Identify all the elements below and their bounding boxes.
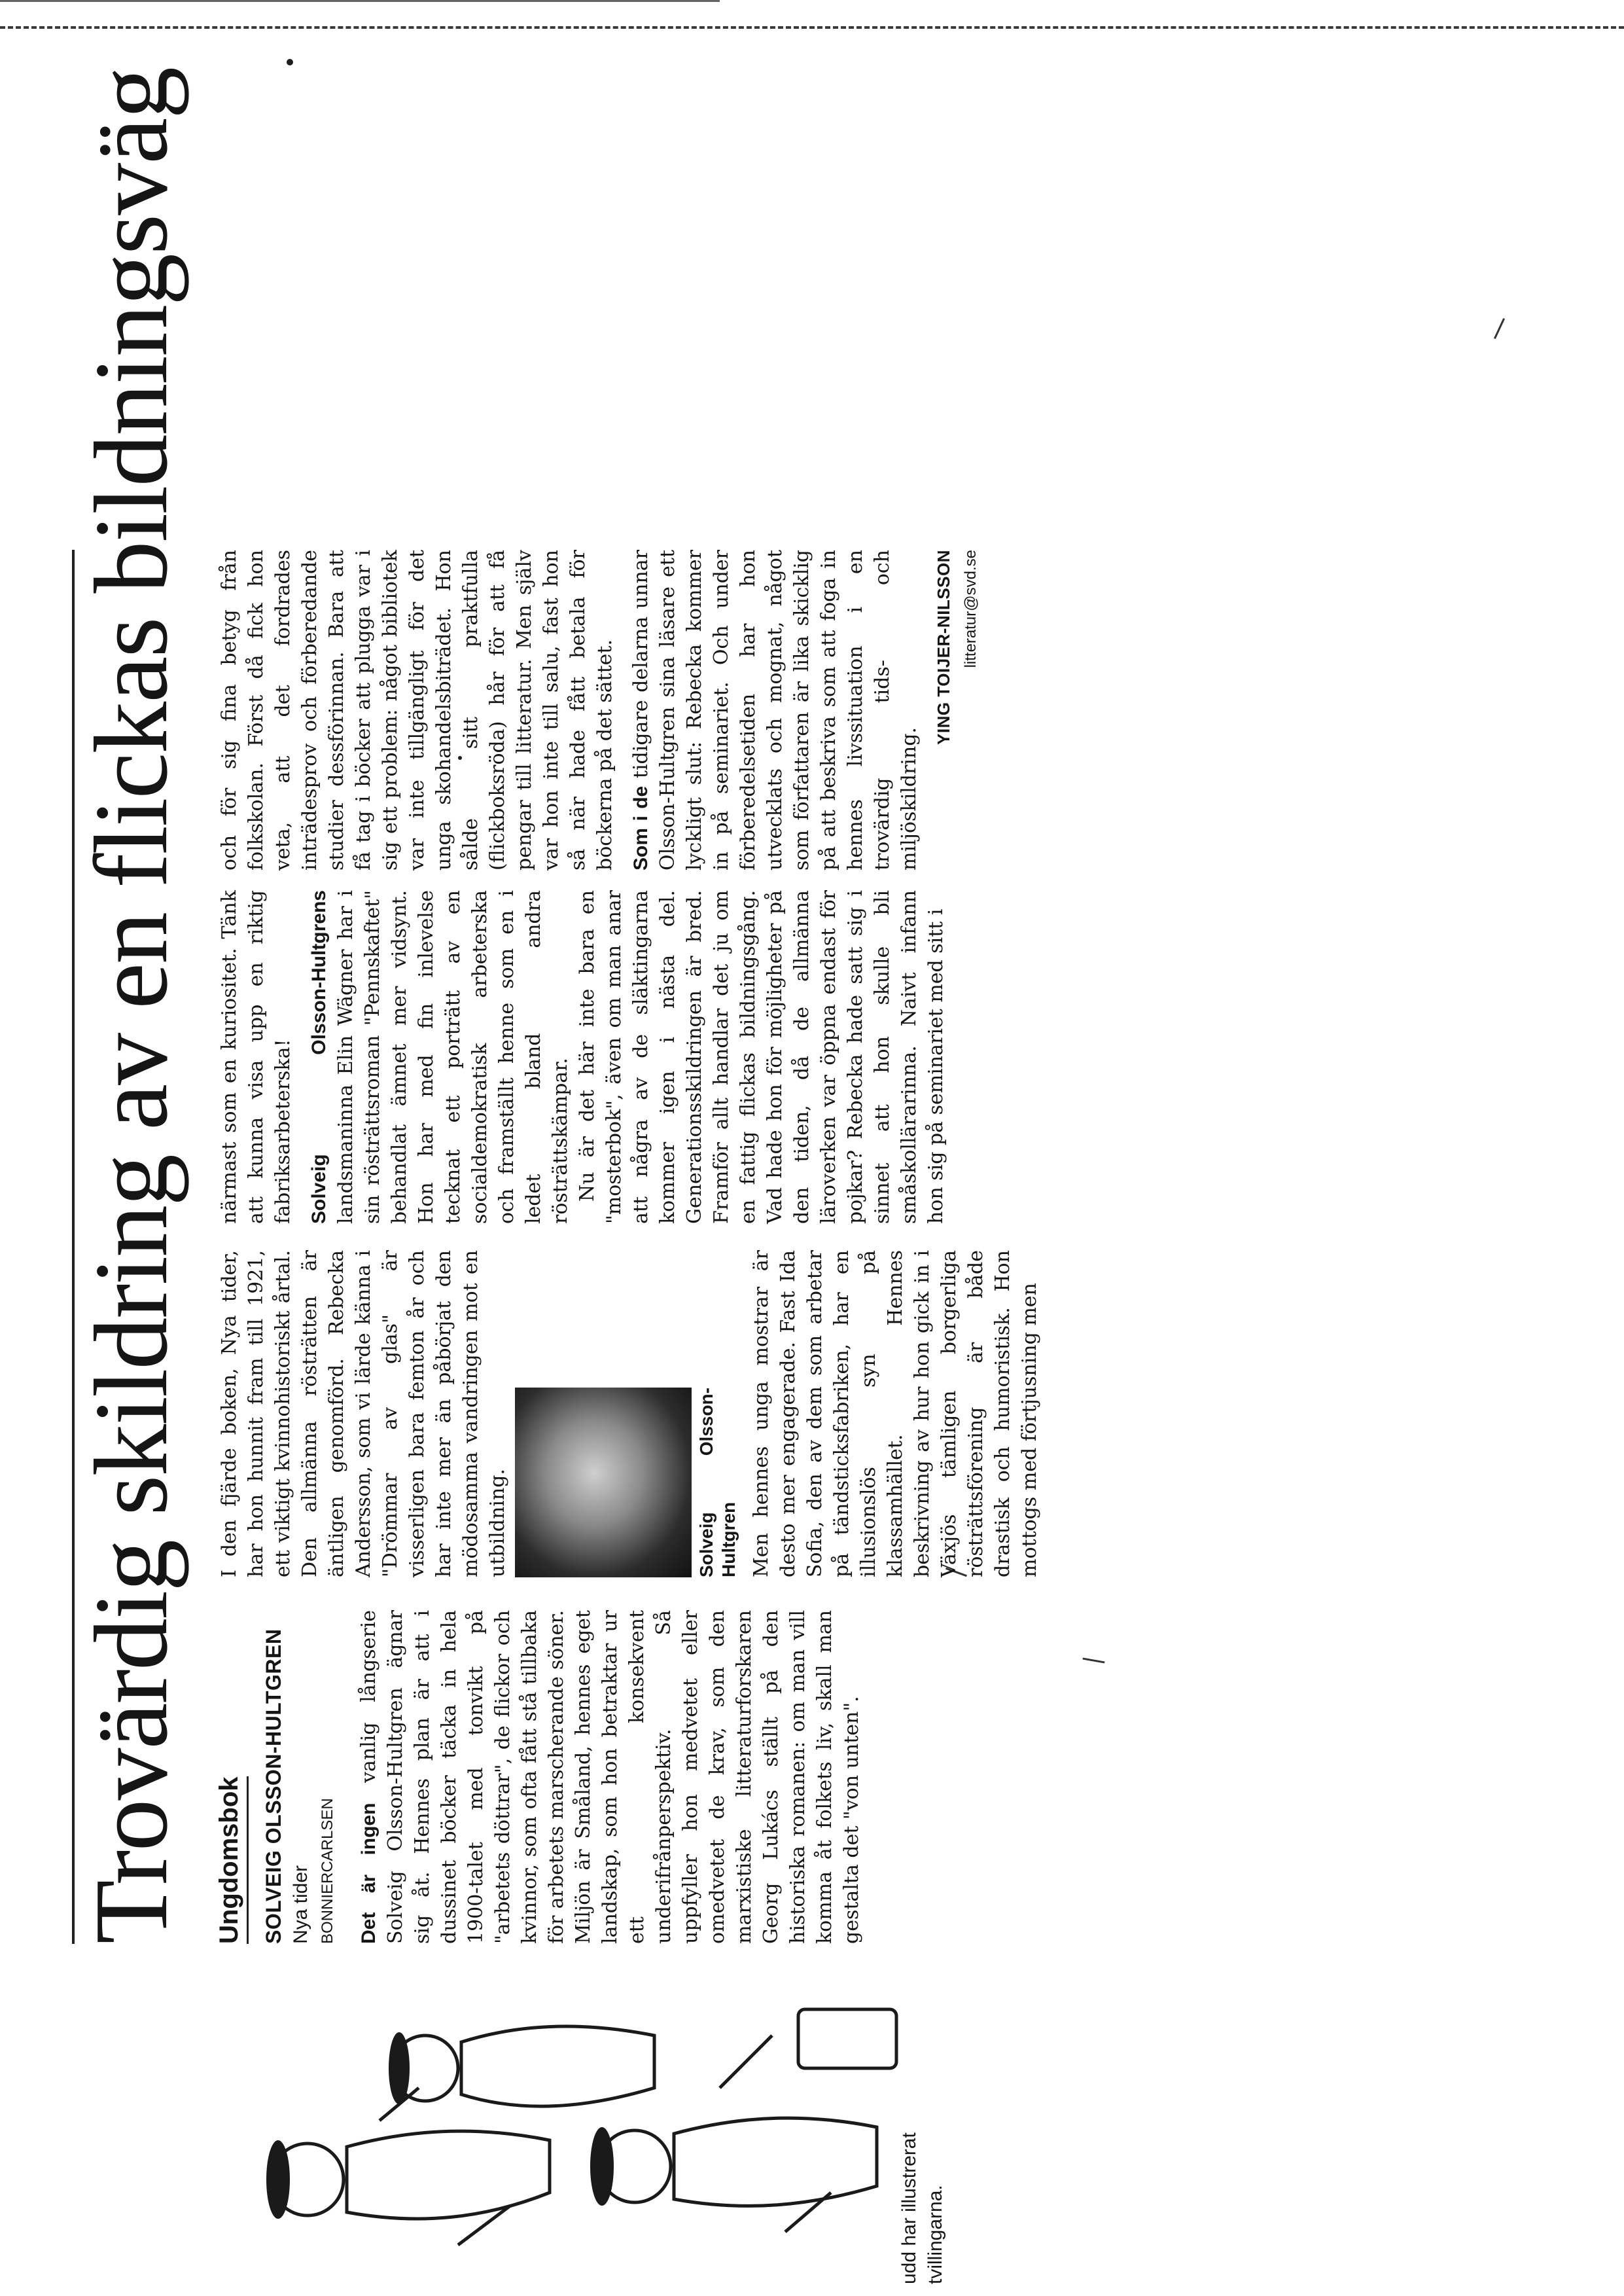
paragraph: och för sig fina betyg från folkskolan. Först då fick hon veta, att det fordrades inträdesprov och förberedande studier dessförinnan. Bara att få tag i böcker att plugga var i sig ett problem: något bibliotek var inte tillgängligt för det unga skohandelsbiträdet. Hon sålde sitt praktfulla (flickboksröda) hår för att få pengar till litteratur. Men själv var hon inte till salu, fast hon så när hade fått betala för böckerna på det sättet.: [218, 550, 616, 870]
paragraph-text: landsmaninna Elin Wägner har i sin rösträttsroman "Pennskaftet" behandlat ämnet mer vidsynt. Hon har med fin inlevelse tecknat ett porträtt av en socialdemokratisk arbeterska och framställt henne som en i ledet bland andra rösträttskämpar.: [334, 890, 572, 1224]
headline: Trovärdig skildring av en flickas bildningsväg: [73, 67, 189, 1944]
paragraph: Men hennes unga mostrar är desto mer engagerade. Fast Ida Sofia, den av dem som arbetar på tändsticksfabriken, har en illusionslös syn på klassamhället. Hennes beskrivning av hur hon gick in i Växjös tämligen borgerliga rösträttsförening är både drastisk och humoristisk. Hon mottogs med förtjusning men: [750, 1250, 1041, 1577]
article-column-2: [216, 1250, 1043, 1577]
author-photo: [515, 1388, 692, 1577]
article-column-1: [216, 1610, 865, 1944]
scan-mark: [1494, 318, 1505, 339]
lead-in: Det är ingen: [358, 1803, 380, 1944]
lead-in: Solveig Olsson-Hultgrens: [308, 890, 330, 1224]
scan-edge-line: [0, 0, 720, 2]
article-column-3: [216, 890, 949, 1224]
paragraph-text: tidigare delarna unnar Olsson-Hultgren sina läsare ett lyckligt slut: Rebecka kommer in på seminariet. Och under förberedelsetiden har hon utvecklats och mognat, något som författaren är lika skicklig på att beskriva som att foga in hennes livssituation i en trovärdig tids- och miljöskildring.: [629, 550, 921, 870]
photo-caption: Solveig Olsson-Hultgren: [696, 1388, 739, 1577]
contact-email: litteratur@svd.se: [962, 550, 980, 668]
paragraph: Nu är det här inte bara en "mosterbok", även om man anar att några av de släktingarna kommer igen i nästa del. Generationsskildringen är bred. Framför allt handlar det ju om en fattig flickas bildningsgång. Vad hade hon för möjligheter på den tiden, då de allmänna läroverken var öppna endast för pojkar? Rebecka hade satt sig i sinnet att hon skulle bli småskollärarinna. Naivt infann hon sig på seminariet med sitt i: [576, 890, 947, 1224]
illustration-caption: udd har illustrerat tvillingarna.: [898, 2132, 946, 2284]
paragraph-text: vanlig långserie Solveig Olsson-Hultgren ägnar sig åt. Hennes plan är att i dussinet böcker täcka in hela 1900-talet med tonvikt på "arbetets döttrar", de flickor och kvinnor, som ofta fått stå tillbaka för arbetets marscherande söner. Miljön är Småland, hennes eget landskap, som hon betraktar ur ett konsekvent underifrånperspektiv. Så uppfyller hon medvetet eller omedvetet de krav, som den marxistiske litteraturforskaren Georg Lukács ställt på den historiska romanen: om man vill komma åt folkets liv, skall man gestalta det "von unten".: [357, 1610, 863, 1944]
illustration-drawing: [209, 1970, 995, 2284]
paragraph: [627, 550, 923, 870]
paragraph: [355, 1610, 865, 1944]
book-author: SOLVEIG OLSSON-HULTGREN: [262, 1628, 285, 1944]
book-title: Nya tider: [290, 1865, 311, 1944]
section-label: Ungdomsbok: [216, 1776, 249, 1944]
paragraph: [306, 890, 574, 1224]
scan-mark: [1082, 1658, 1104, 1664]
lead-in: Som i de: [630, 785, 652, 870]
paragraph: närmast som en kuriositet. Tänk att kunna visa upp en riktig fabriksarbeterska!: [218, 890, 294, 1224]
newspaper-clipping: [26, 67, 1041, 2284]
scan-dashed-border: [0, 26, 1624, 29]
scan-speck: [287, 59, 293, 65]
byline: YING TOIJER-NILSSON: [934, 550, 953, 745]
article-column-4: [216, 550, 984, 870]
book-publisher: BONNIERCARLSEN: [319, 1798, 336, 1944]
paragraph: I den fjärde boken, Nya tider, har hon hunnit fram till 1921, ett viktigt kvinnohistoriskt årtal. Den allmänna rösträtten är äntligen genomförd. Rebecka Andersson, som vi lärde känna i "Drömmar av glas" är visserligen bara femton år och har inte mer än påbörjat den mödosamma vandringen mot en utbildning.: [218, 1250, 509, 1577]
